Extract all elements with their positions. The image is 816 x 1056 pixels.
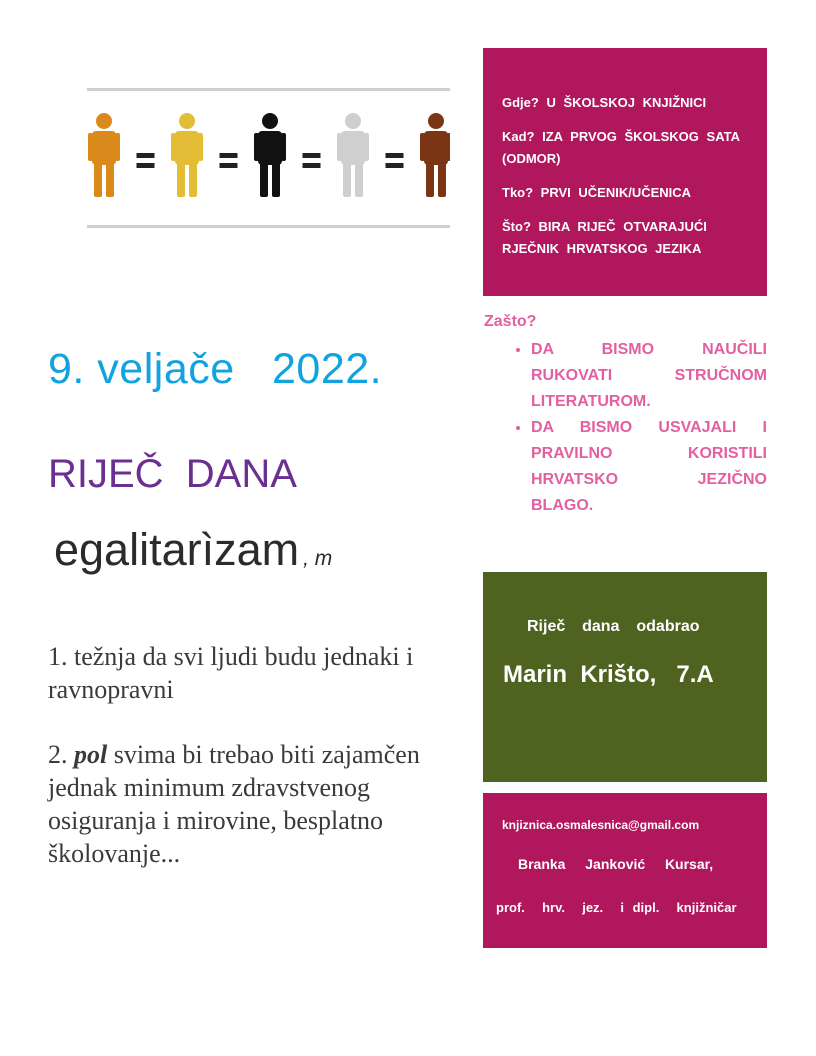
equals-sign-icon: [386, 153, 404, 168]
info-box: [483, 48, 767, 296]
info-what: Što? BIRA RIJEČ OTVARAJUĆI RJEČNIK HRVATSKOG JEZIKA: [502, 219, 707, 256]
definition-2-number: 2.: [48, 740, 74, 769]
person-figure-icon: [420, 113, 450, 197]
author-box: [483, 572, 767, 782]
info-when: Kad? IZA PRVOG ŠKOLSKOG SATA (ODMOR): [502, 129, 740, 166]
person-figure-icon: [337, 113, 369, 197]
definition-1: 1. težnja da svi ljudi budu jednaki i ravnopravni: [48, 642, 414, 704]
author-label: Riječ dana odabrao: [527, 618, 700, 635]
word-entry: [54, 524, 332, 576]
equals-sign-icon: [137, 153, 155, 168]
why-section: [483, 313, 767, 519]
author-name: Marin Krišto, 7.A: [503, 661, 714, 688]
definition-2-text: svima bi trebao biti zajamčen jednak minimum zdravstvenog osiguranja i mirovine, besplatno školovanje...: [48, 740, 420, 868]
info-where: Gdje? U ŠKOLSKOJ KNJIŽNICI: [502, 95, 707, 110]
why-list: [483, 337, 767, 519]
equals-sign-icon: [303, 153, 321, 168]
person-figure-icon: [254, 113, 286, 197]
contact-name: Branka Janković Kursar,: [518, 856, 714, 872]
date-heading: 9. veljače 2022.: [48, 345, 383, 393]
contact-box: [483, 793, 767, 948]
equality-figures-graphic: [87, 91, 450, 225]
why-reason-2: • DA BISMO USVAJALI I PRAVILNO KORISTILI HRVATSKO JEZIČNO BLAGO.: [531, 415, 767, 519]
word-term: egalitarìzam: [54, 524, 300, 575]
contact-email: knjiznica.osmalesnica@gmail.com: [502, 818, 700, 832]
word-gender: , m: [303, 547, 333, 570]
why-title: Zašto?: [484, 313, 537, 330]
why-reason-1: • DA BISMO NAUČILI RUKOVATI STRUČNOM LITERATUROM.: [531, 337, 767, 415]
equality-banner-image: [87, 88, 450, 228]
definition-2: [48, 738, 428, 870]
person-figure-icon: [171, 113, 203, 197]
info-who: Tko? PRVI UČENIK/UČENICA: [502, 185, 692, 200]
equals-sign-icon: [220, 153, 238, 168]
person-figure-icon: [88, 113, 120, 197]
definition-2-keyword: pol: [74, 740, 108, 769]
word-of-day-heading: RIJEČ DANA: [48, 452, 297, 496]
contact-title: prof. hrv. jez. i dipl. knjižničar: [496, 900, 737, 915]
